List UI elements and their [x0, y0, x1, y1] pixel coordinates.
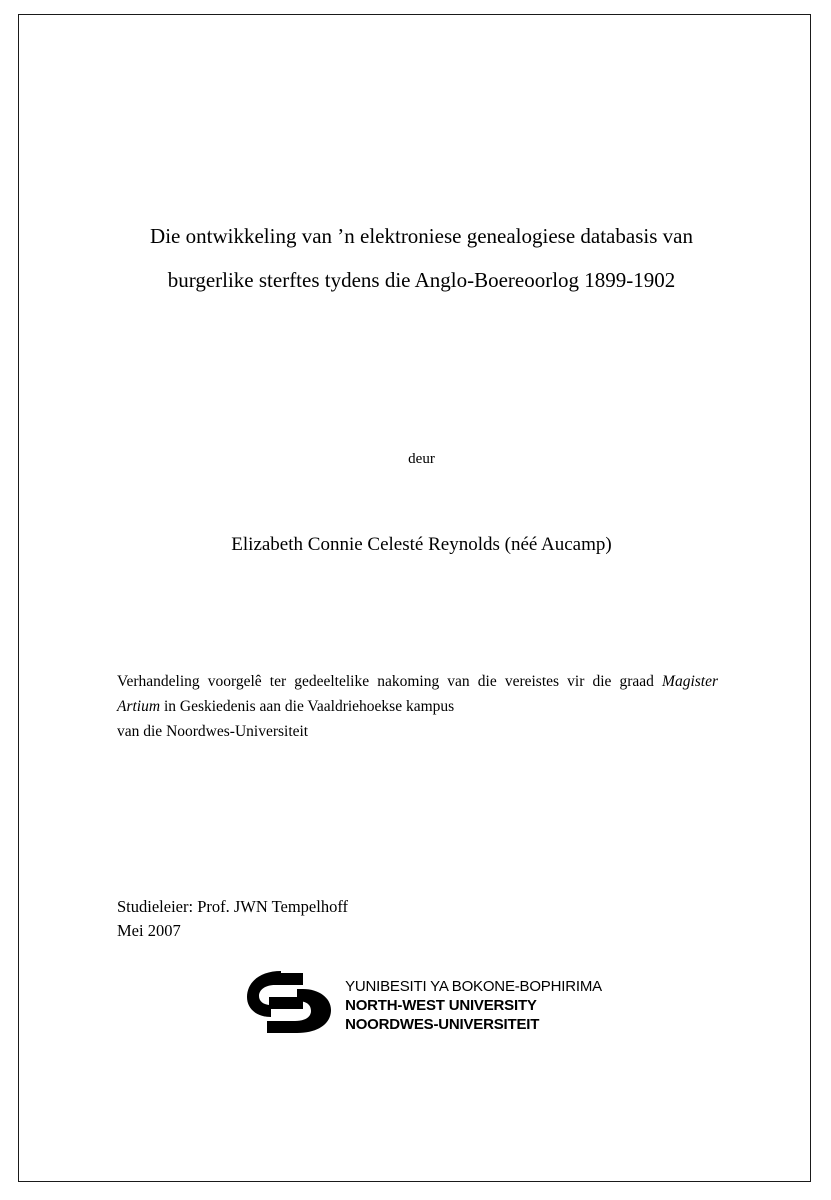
statement-part-1: Verhandeling voorgelê ter gedeeltelike nakoming van die vereistes vir die graad: [117, 673, 663, 690]
degree-statement-paragraph: [117, 669, 718, 719]
statement-part-3: van die Noordwes-Universiteit: [117, 723, 309, 740]
author-name: Elizabeth Connie Celesté Reynolds (néé Aucamp): [231, 534, 612, 555]
title-page-content: [117, 29, 726, 1167]
title-line-2: burgerlike sterftes tydens die Anglo-Boereoorlog 1899-1902: [167, 268, 676, 292]
university-logo-text: [345, 967, 602, 1034]
page-inner-area: [33, 29, 796, 1167]
page-title: [117, 214, 726, 302]
logo-line-1: YUNIBESITI YA BOKONE-BOPHIRIMA: [345, 978, 602, 995]
date-line: Mei 2007: [117, 921, 181, 940]
supervisor-line: Studieleier: Prof. JWN Tempelhoff: [117, 897, 349, 916]
statement-part-2: in Geskiedenis aan die Vaaldriehoekse kampus: [160, 698, 455, 715]
degree-statement: [117, 669, 718, 744]
by-label: deur: [408, 451, 435, 467]
logo-line-2: NORTH-WEST UNIVERSITY: [345, 997, 537, 1014]
title-line-1: Die ontwikkeling van ’n elektroniese genealogiese databasis van: [150, 224, 693, 248]
document-page: [18, 14, 811, 1182]
university-logo: [117, 967, 726, 1039]
supervisor-block: [117, 895, 348, 943]
degree-name: Magister Artium: [117, 673, 718, 715]
nwu-logo-icon: [241, 967, 337, 1039]
logo-line-3: NOORDWES-UNIVERSITEIT: [345, 1016, 540, 1033]
